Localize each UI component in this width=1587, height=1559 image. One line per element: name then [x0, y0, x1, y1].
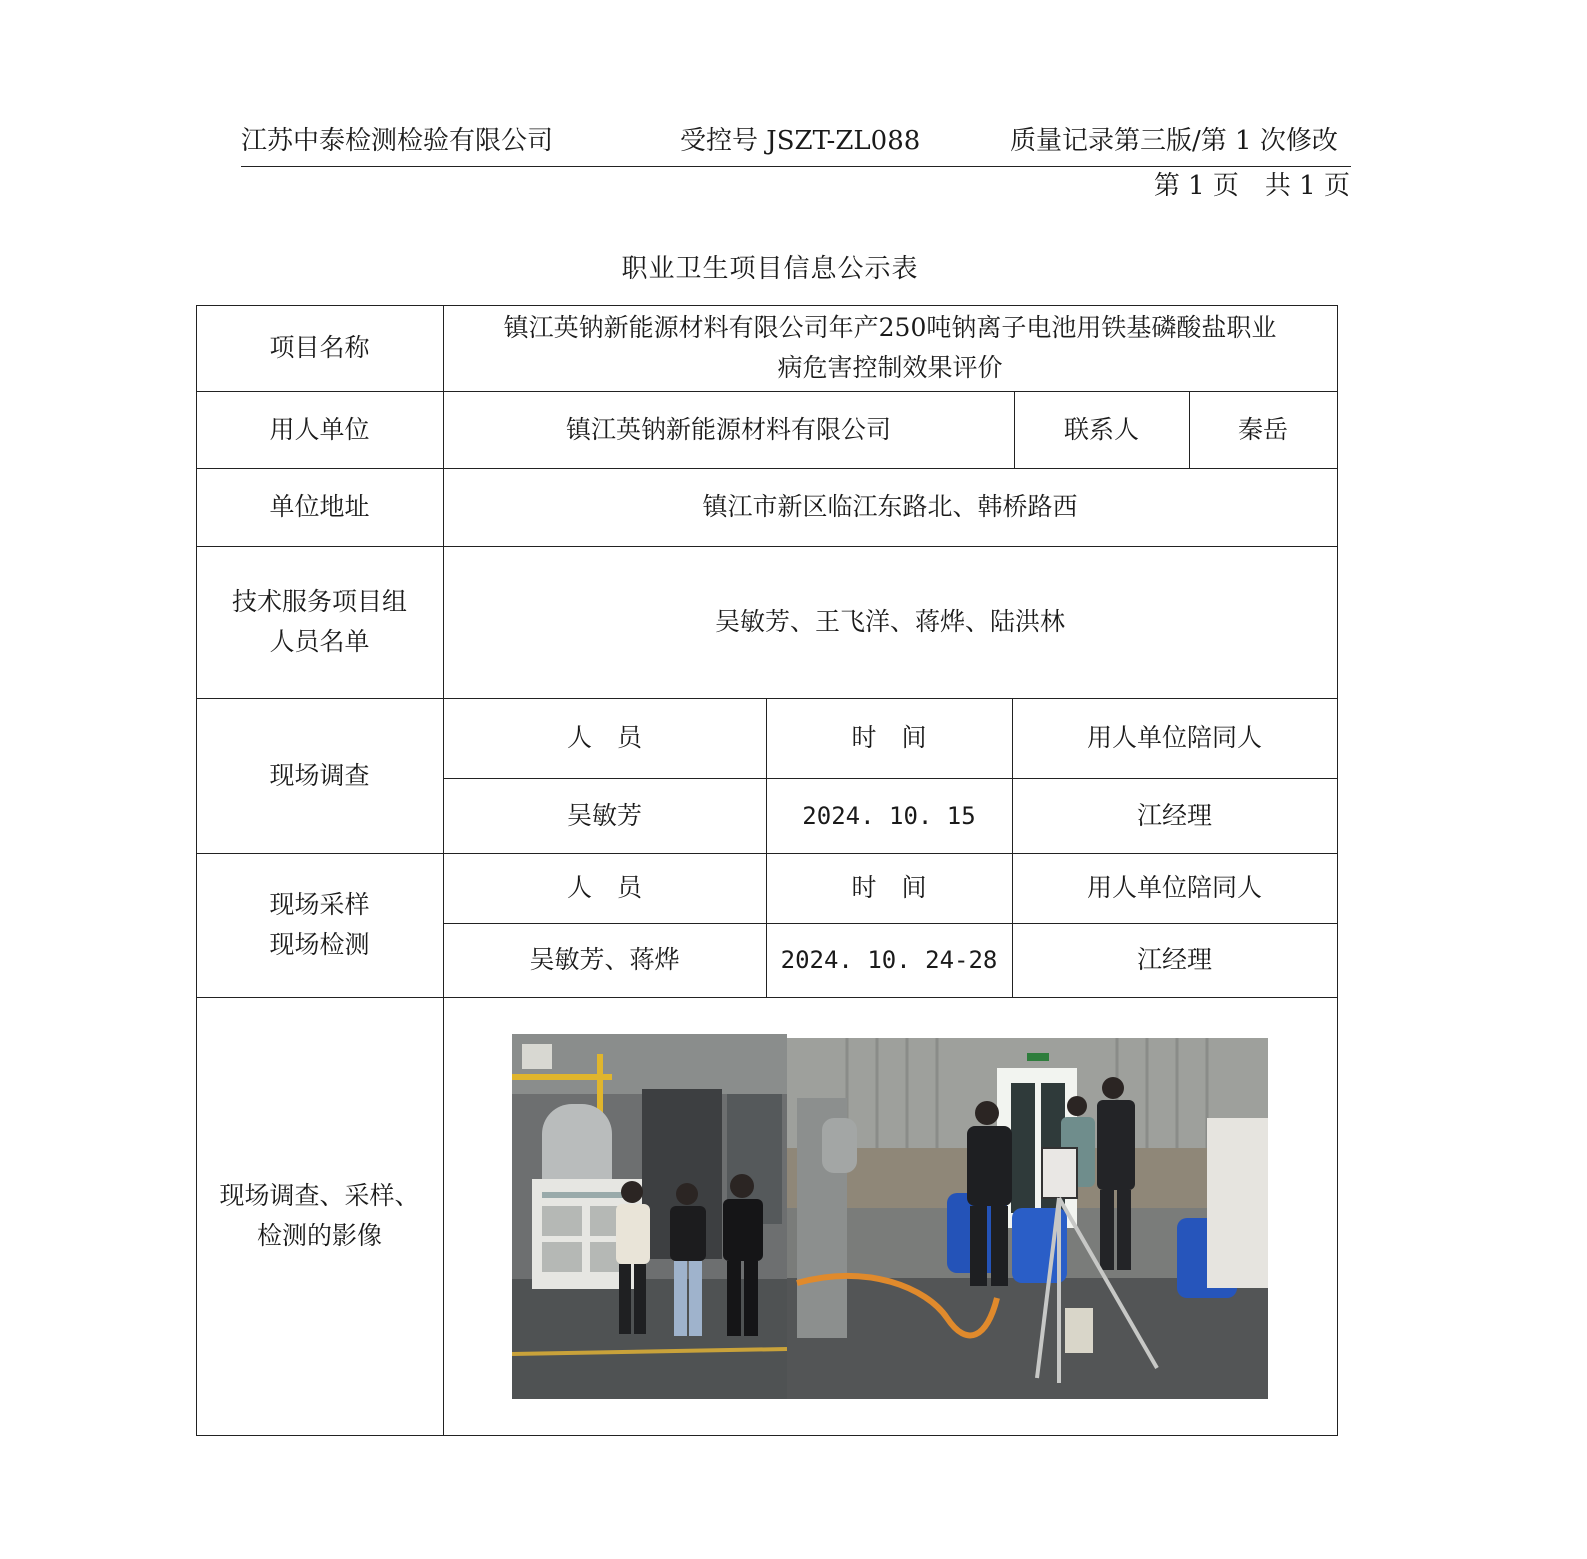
version-info: 质量记录第三版/第 1 次修改: [1010, 126, 1338, 156]
survey-escort: 江经理: [1136, 800, 1212, 830]
site-sampling-photo-drawing: [787, 1038, 1268, 1399]
survey-col-escort: 用人单位陪同人: [1086, 723, 1262, 752]
contact-value: 秦岳: [1237, 414, 1288, 444]
sampling-person: 吴敏芳、蒋烨: [529, 945, 680, 974]
address-value: 镇江市新区临江东路北、韩桥路西: [702, 492, 1078, 521]
sampling-col-person: 人 员: [566, 873, 642, 902]
table-rule: [196, 1435, 1338, 1436]
team-value: 吴敏芳、王飞洋、蒋烨、陆洪林: [714, 607, 1065, 636]
survey-label: 现场调查: [269, 760, 370, 790]
company-name: 江苏中泰检测检验有限公司: [241, 126, 554, 156]
address-label: 单位地址: [269, 492, 370, 521]
sampling-col-time: 时 间: [851, 873, 927, 902]
images-label-line2: 检测的影像: [256, 1221, 382, 1250]
project-name-line1: 镇江英钠新能源材料有限公司年产250吨钠离子电池用铁基磷酸盐职业: [503, 313, 1277, 342]
table-rule: [1337, 305, 1338, 1435]
survey-col-person: 人 员: [566, 723, 642, 752]
survey-col-time: 时 间: [851, 723, 927, 752]
employer-label: 用人单位: [269, 414, 370, 444]
control-number: 受控号 JSZT-ZL088: [680, 126, 921, 156]
team-label: [196, 546, 443, 698]
sampling-label-line2: 现场检测: [269, 930, 370, 959]
site-sampling-photo: [787, 1038, 1268, 1399]
team-label-line1: 技术服务项目组: [231, 587, 407, 616]
project-name-label: 项目名称: [269, 333, 370, 362]
images-label: [196, 997, 443, 1435]
contact-label: 联系人: [1063, 414, 1139, 444]
site-survey-photo: [512, 1034, 787, 1399]
document-title: 职业卫生项目信息公示表: [621, 254, 919, 284]
page-info: 第 1 页 共 1 页: [1153, 171, 1350, 201]
sampling-label-line1: 现场采样: [269, 890, 370, 919]
project-name-line2: 病危害控制效果评价: [777, 353, 1003, 382]
images-label-line1: 现场调查、采样、: [219, 1181, 420, 1210]
site-survey-photo-drawing: [512, 1034, 787, 1399]
survey-person: 吴敏芳: [566, 800, 642, 830]
team-label-line2: 人员名单: [269, 627, 370, 656]
sampling-label: [196, 853, 443, 997]
employer-value: 镇江英钠新能源材料有限公司: [565, 414, 891, 444]
sampling-escort: 江经理: [1136, 945, 1212, 974]
project-name-value: [443, 305, 1337, 391]
sampling-time: 2024. 10. 24-28: [780, 946, 998, 974]
survey-time: 2024. 10. 15: [802, 801, 976, 830]
sampling-col-escort: 用人单位陪同人: [1086, 873, 1262, 902]
header-rule: [241, 166, 1351, 167]
